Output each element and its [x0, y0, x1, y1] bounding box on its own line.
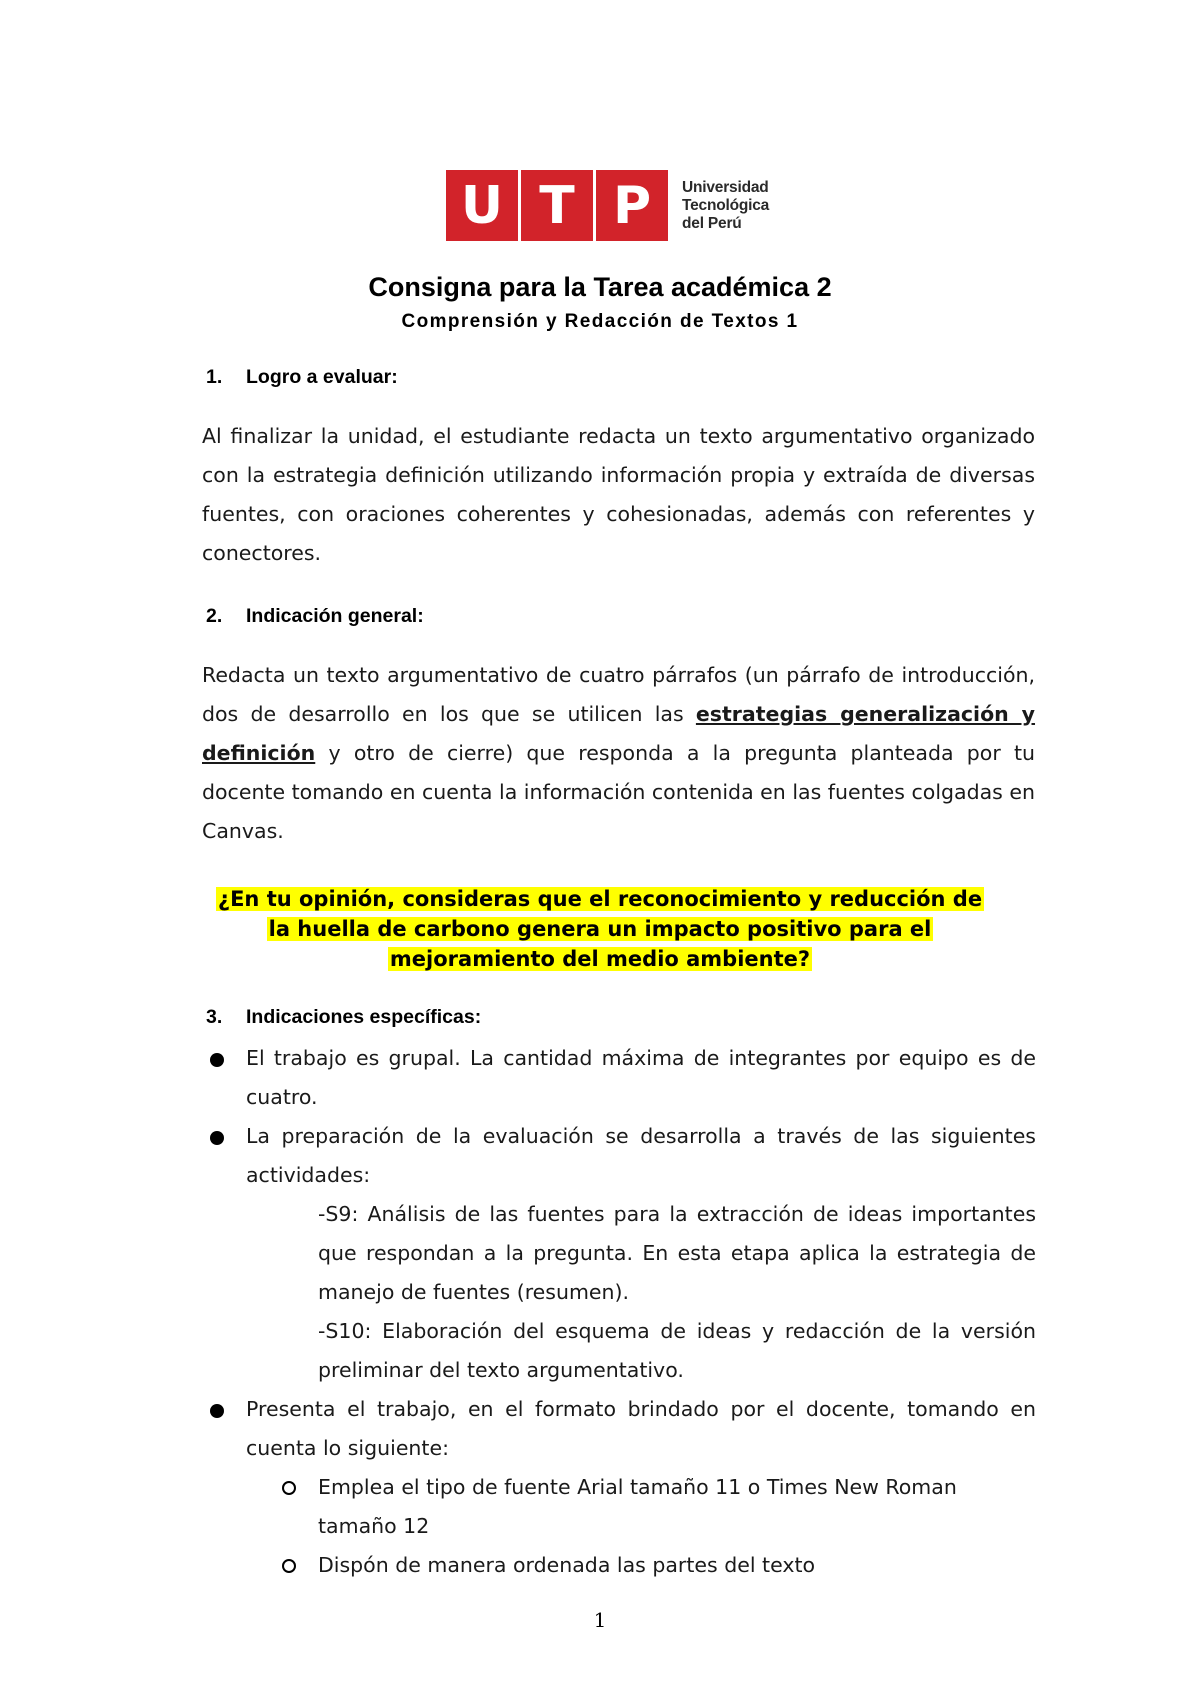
hollow-bullet-icon [282, 1559, 296, 1573]
logo-name-line-1: Universidad [682, 178, 769, 196]
section-1-paragraph: Al finalizar la unidad, el estudiante redacta un texto argumentativo organizado con la estrategia definición utilizando información propia y extraída de diversas fuentes, con oraciones coherentes y cohesionadas, además con referentes y conectores. [202, 424, 1035, 565]
bullet-icon [210, 1404, 224, 1418]
utp-logo [446, 170, 769, 241]
logo-name-line-3: del Perú [682, 214, 742, 232]
page-number: 1 [593, 1608, 607, 1632]
question-line-2: la huella de carbono genera un impacto positivo para el [268, 917, 932, 941]
section-3-number: 3. [206, 1006, 223, 1028]
bullet-icon [210, 1053, 224, 1067]
question-line-3: mejoramiento del medio ambiente? [389, 947, 811, 971]
section-2-heading [206, 605, 424, 628]
sub-bullet-2-text: Dispón de manera ordenada las partes del texto [318, 1553, 816, 1577]
bullet-3-text: Presenta el trabajo, en el formato brindado por el docente, tomando en cuenta lo siguiente: [246, 1397, 1036, 1460]
section-2-number: 2. [206, 605, 223, 627]
section-2-emphasis: estrategias generalización y definición [202, 702, 1036, 765]
bullet-icon [210, 1131, 224, 1145]
section-1-number: 1. [206, 366, 223, 388]
section-3-title: Indicaciones específicas: [246, 1006, 482, 1028]
question-line-1: ¿En tu opinión, consideras que el reconocimiento y reducción de [217, 887, 983, 911]
section-2-title: Indicación general: [246, 605, 424, 627]
logo-letter-t: T [521, 170, 593, 241]
logo-university-name [682, 179, 769, 233]
logo-letter-p: P [596, 170, 668, 241]
section-1-title: Logro a evaluar: [246, 366, 398, 388]
section-2-text-before: Redacta un texto argumentativo de cuatro párrafos (un párrafo de introducción, dos de desarrollo en los que se utilicen las [202, 663, 1035, 726]
section-1-heading [206, 366, 398, 389]
document-title: Consigna para la Tarea académica 2 [368, 272, 832, 302]
sub-bullet-1-text: Emplea el tipo de fuente Arial tamaño 11 o Times New Roman tamaño 12 [318, 1475, 957, 1538]
hollow-bullet-icon [282, 1481, 296, 1495]
bullet-2-text: La preparación de la evaluación se desarrolla a través de las siguientes actividades: [246, 1124, 1036, 1187]
document-subtitle: Comprensión y Redacción de Textos 1 [401, 311, 799, 332]
logo-name-line-2: Tecnológica [682, 196, 770, 214]
section-2-paragraph [202, 656, 1035, 851]
highlighted-question [150, 884, 1050, 974]
bullet-1-text: El trabajo es grupal. La cantidad máxima de integrantes por equipo es de cuatro. [246, 1046, 1036, 1109]
logo-letter-u: U [446, 170, 518, 241]
section-3-heading [206, 1006, 481, 1029]
activity-s9: -S9: Análisis de las fuentes para la extracción de ideas importantes que respondan a la pregunta. En esta etapa aplica la estrategia de manejo de fuentes (resumen). [318, 1202, 1036, 1304]
activity-s10: -S10: Elaboración del esquema de ideas y redacción de la versión preliminar del texto argumentativo. [318, 1319, 1036, 1382]
section-2-text-after: y otro de cierre) que responda a la pregunta planteada por tu docente tomando en cuenta la información contenida en las fuentes colgadas en Canvas. [202, 741, 1035, 843]
